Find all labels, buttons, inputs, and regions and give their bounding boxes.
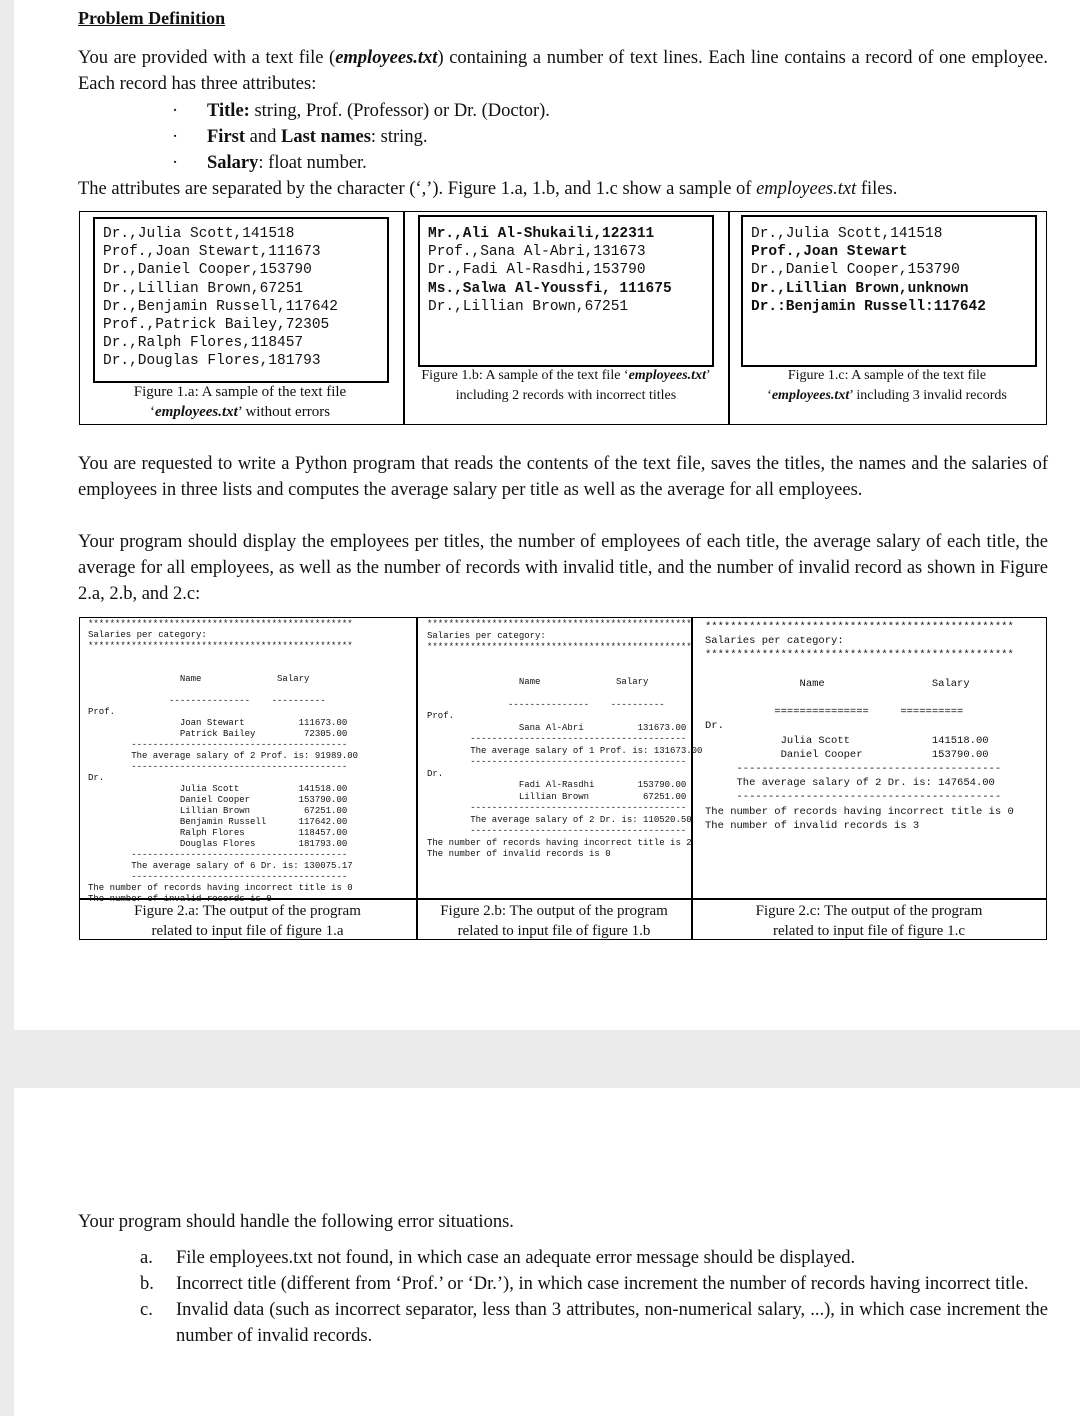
intro-paragraph [78,45,1048,97]
record-line: Dr.,Lillian Brown,unknown [751,280,969,297]
figure-2a-caption: Figure 2.a: The output of the program related to input file of figure 1.a [134,903,361,939]
bullet-dot: · [172,127,179,147]
record-line: Dr.,Lillian Brown,67251 [428,298,629,315]
separator-paragraph: The attributes are separated by the character (‘,’). Figure 1.a, 1.b, and 1.c show a sample of employees.txt files. [78,179,898,199]
record-line: Dr.,Julia Scott,141518 [751,226,943,242]
figure-1b-caption: Figure 1.b: A sample of the text file ‘employees.txt’ including 2 records with incorrect titles [421,368,711,403]
attribute-item-names: · First and Last names: string. [172,124,550,150]
figure-2c-program-output: ************************************************* Salaries per category: ************************************************* Name Salary =============== ========== Dr. Julia Scott 141518.00 Daniel Cooper 153790.00 ------------------------------------------ The average salary of 2 Dr. is: 147654.00 ------------------------------------------ The number of records having incorrect title is 0 The number of invalid records is 3 [705,621,1014,832]
attribute-item-salary: · Salary: float number. [172,150,550,176]
separator-file-name: employees.txt [756,179,857,199]
figure-2-divider [416,617,418,940]
record-line: Dr.,Daniel Cooper,153790 [103,262,312,279]
record-line: Dr.:Benjamin Russell:117642 [751,298,986,315]
record-line: Prof.,Sana Al-Abri,131673 [428,244,646,261]
bullet-dot: · [172,153,179,173]
record-line: Dr.,Daniel Cooper,153790 [751,262,960,279]
record-line: Dr.,Lillian Brown,67251 [103,280,304,297]
list-item: a. File employees.txt not found, in which case an adequate error message should be displayed. [140,1248,856,1268]
record-line: Mr.,Ali Al-Shukaili,122311 [428,226,655,242]
figure-2b-caption: Figure 2.b: The output of the program related to input file of figure 1.b [440,903,668,939]
intro-text-end: ) containing a number of text lines. Each line contains a record of one employee. Each record has three attributes: [78,48,1048,94]
figure-2b-program-output: ************************************************* Salaries per category: ************************************************* Name Salary --------------- ---------- Prof. Sana Al-Abri 131673.00 ---------------------------------------- The average salary of 1 Prof. is: 131673.00 ---------------------------------------- Dr. Fadi Al-Rasdhi 153790.00 Lillian Brown 67251.00 ---------------------------------------- The average salary of 2 Dr. is: 110520.50 ---------------------------------------- The number of records having incorrect title is 2 The number of invalid records is 0 [427,619,703,859]
intro-text-start: You are provided with a text file ( [78,48,336,68]
record-line: Dr.,Fadi Al-Rasdhi,153790 [428,262,646,279]
record-line: Prof.,Patrick Bailey,72305 [103,317,330,334]
record-line: Dr.,Douglas Flores,181793 [103,353,321,370]
record-line: Dr.,Benjamin Russell,117642 [103,298,338,315]
list-item: b. Incorrect title (different from ‘Prof.’ or ‘Dr.’), in which case increment the number of records having incorrect title. [140,1274,1029,1294]
record-line: Dr.,Ralph Flores,118457 [103,335,304,352]
figure-1a-caption: Figure 1.a: A sample of the text file ‘employees.txt’ without errors [133,384,347,420]
record-line: Prof.,Joan Stewart [751,244,908,261]
display-paragraph: Your program should display the employees per titles, the number of employees of each title, the average salary of each title, the average for all employees, as well as the number of records with invalid title, and the number of invalid record as shown in Figure 2.a, 2.b, and 2.c: [78,532,1048,604]
record-line: Ms.,Salwa Al-Youssfi, 111675 [428,280,672,297]
attribute-list [172,98,550,176]
figure-2c-caption: Figure 2.c: The output of the program related to input file of figure 1.c [755,903,983,939]
errors-intro: Your program should handle the following error situations. [78,1212,514,1232]
record-line: Dr.,Julia Scott,141518 [103,226,295,242]
bullet-dot: · [172,101,179,121]
figure-1b-records [428,225,672,316]
figure-1c-caption: Figure 1.c: A sample of the text file ‘employees.txt’ including 3 invalid records [767,368,1007,403]
list-item: c. Invalid data (such as incorrect separator, less than 3 attributes, non-numerical salary, ...), in which case increment the number of invalid records. [140,1300,1048,1346]
page-title: Problem Definition [78,8,226,28]
error-situations-list [140,1245,1048,1349]
figure-1a-records [103,225,338,371]
intro-file-name: employees.txt [335,48,438,68]
figure-1c-records [751,225,986,316]
record-line: Prof.,Joan Stewart,111673 [103,244,321,261]
request-paragraph: You are requested to write a Python program that reads the contents of the text file, saves the titles, the names and the salaries of employees in three lists and computes the average salary per title as well as the average for all employees. [78,454,1048,500]
figure-2a-program-output: ************************************************* Salaries per category: ************************************************* Name Salary --------------- ---------- Prof. Joan Stewart 111673.00 Patrick Bailey 72305.00 ---------------------------------------- The average salary of 2 Prof. is: 91989.00 ---------------------------------------- Dr. Julia Scott 141518.00 Daniel Cooper 153790.00 Lillian Brown 67251.00 Benjamin Russell 117642.00 Ralph Flores 118457.00 Douglas Flores 181793.00 ---------------------------------------- The average salary of 6 Dr. is: 130075.17 ---------------------------------------- The number of records having incorrect title is 0 The number of invalid records is 0 [88,619,359,904]
attribute-item-title: · Title: string, Prof. (Professor) or Dr. (Doctor). [172,98,550,124]
